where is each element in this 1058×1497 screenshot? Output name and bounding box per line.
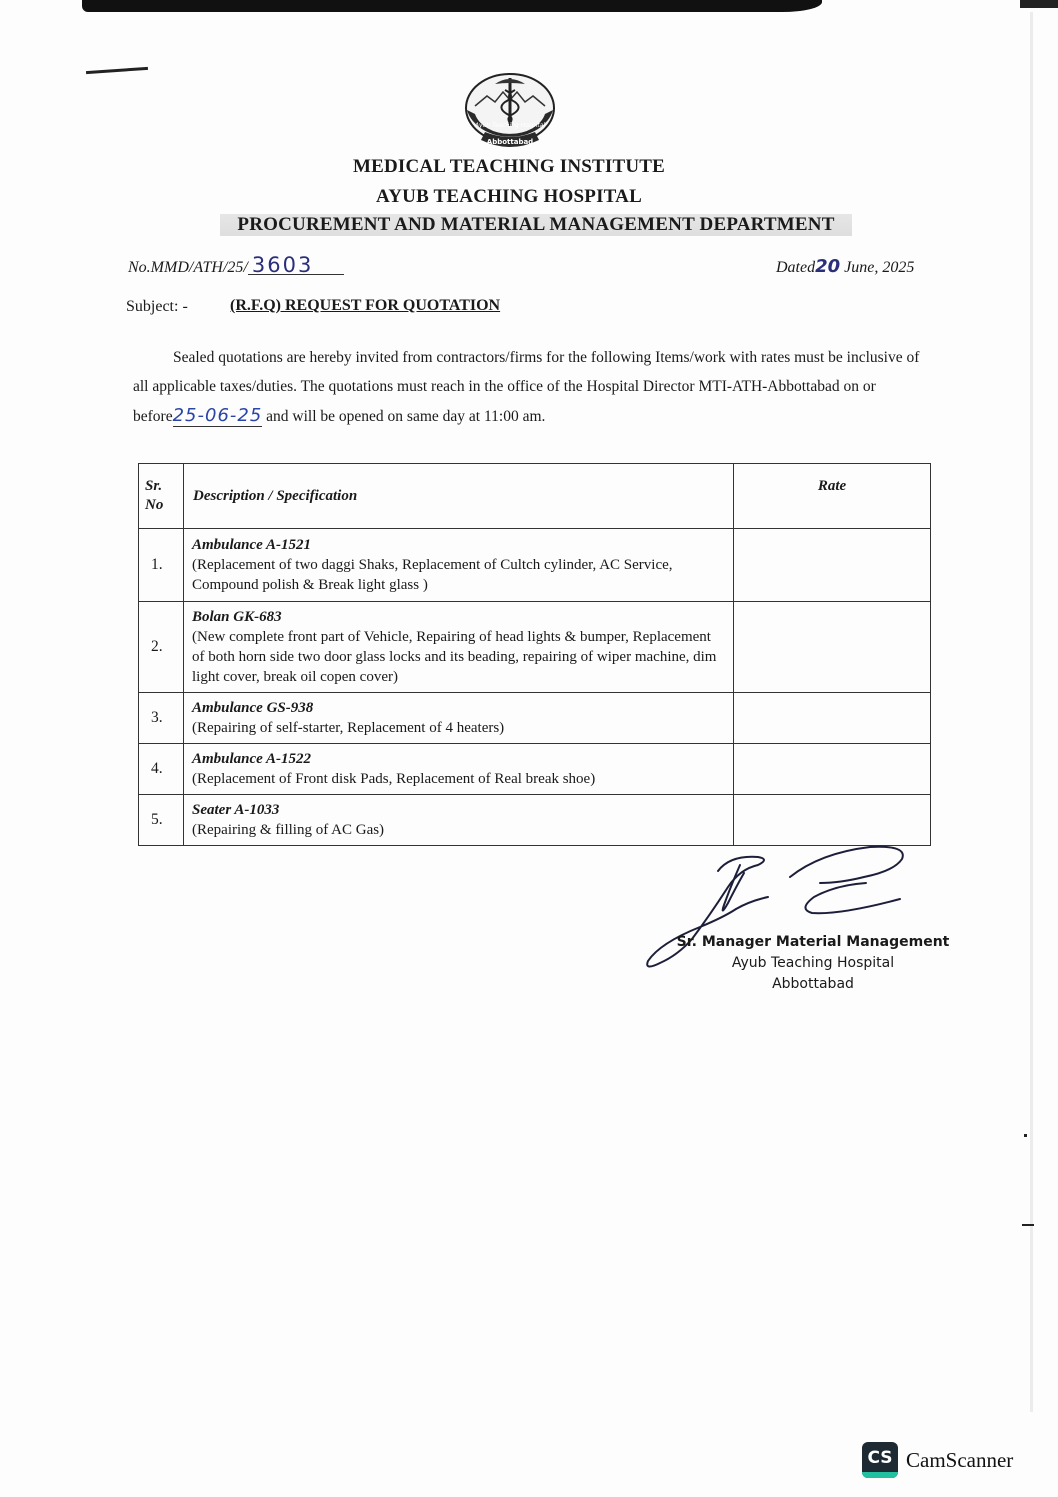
vehicle-name: Ambulance A-1522 bbox=[192, 751, 312, 767]
row-description bbox=[184, 602, 734, 693]
camscanner-name: CamScanner bbox=[906, 1447, 1014, 1472]
row-rate-cell bbox=[734, 693, 931, 744]
work-details: (Replacement of Front disk Pads, Replacement of Real break shoe) bbox=[192, 771, 596, 787]
vehicle-name: Ambulance GS-938 bbox=[192, 700, 314, 716]
scan-mark bbox=[86, 67, 148, 74]
invitation-paragraph bbox=[133, 343, 923, 431]
institute-title: MEDICAL TEACHING INSTITUTE bbox=[352, 156, 666, 177]
header-rate: Rate bbox=[734, 464, 931, 529]
paragraph-text: Sealed quotations are hereby invited from contractors/firms for the following Items/work with rates must be inclusive of all applicable taxes/duties. The quotations must reach in the office of the Hospital Director MTI-ATH-Abbottabad on or before bbox=[133, 349, 920, 425]
paragraph-text-end: and will be opened on same day at 11:00 am. bbox=[262, 408, 546, 425]
vehicle-name: Ambulance A-1521 bbox=[192, 537, 312, 553]
date-handwritten-day: 20 bbox=[815, 256, 841, 277]
row-sr-no: 1. bbox=[139, 529, 184, 602]
table-row bbox=[139, 795, 931, 846]
row-description bbox=[184, 744, 734, 795]
table-row bbox=[139, 693, 931, 744]
signatory-title: Sr. Manager Material Management bbox=[676, 934, 950, 950]
department-title: PROCUREMENT AND MATERIAL MANAGEMENT DEPARTMENT bbox=[220, 214, 852, 236]
row-rate-cell bbox=[734, 529, 931, 602]
scan-mark bbox=[1024, 1134, 1027, 1137]
logo-text-bottom: Abbottabad bbox=[486, 138, 534, 146]
work-details: (Repairing & filling of AC Gas) bbox=[192, 822, 385, 838]
row-rate-cell bbox=[734, 602, 931, 693]
camscanner-logo-icon bbox=[862, 1442, 898, 1478]
header-description: Description / Specification bbox=[184, 464, 734, 529]
document-date bbox=[776, 256, 914, 277]
camscanner-watermark bbox=[862, 1442, 1013, 1478]
scan-edge bbox=[1030, 12, 1033, 1412]
camscanner-badge-text: CS bbox=[867, 1448, 893, 1468]
deadline-handwritten-date: 25-06-25 bbox=[172, 405, 263, 426]
row-description bbox=[184, 529, 734, 602]
table-row bbox=[139, 529, 931, 602]
vehicle-name: Bolan GK-683 bbox=[192, 609, 282, 625]
subject-label: Subject: - bbox=[126, 298, 188, 315]
row-sr-no: 2. bbox=[139, 602, 184, 693]
row-description bbox=[184, 693, 734, 744]
table-row bbox=[139, 744, 931, 795]
work-details: (New complete front part of Vehicle, Repairing of head lights & bumper, Replacement of both horn side two door glass locks and its beading, repairing of wiper machine, dim light cover, break oil copen cover) bbox=[192, 629, 717, 685]
date-month-year: June, 2025 bbox=[840, 259, 915, 276]
signatory-city: Abbottabad bbox=[772, 976, 854, 992]
row-rate-cell bbox=[734, 795, 931, 846]
reference-prefix: No.MMD/ATH/25/ bbox=[128, 259, 248, 276]
row-sr-no: 4. bbox=[139, 744, 184, 795]
header-sr-no: Sr. No bbox=[139, 464, 184, 529]
row-sr-no: 3. bbox=[139, 693, 184, 744]
table-header-row bbox=[139, 464, 931, 529]
signatory-organization: Ayub Teaching Hospital bbox=[731, 955, 895, 971]
reference-number bbox=[128, 253, 344, 277]
work-details: (Replacement of two daggi Shaks, Replacement of Cultch cylinder, AC Service, Compound polish & Break light glass ) bbox=[192, 557, 673, 593]
table-row bbox=[139, 602, 931, 693]
hospital-title: AYUB TEACHING HOSPITAL bbox=[376, 186, 642, 207]
scan-shadow-corner bbox=[1020, 0, 1058, 8]
signatory-block bbox=[668, 932, 958, 995]
vehicle-name: Seater A-1033 bbox=[192, 802, 280, 818]
scan-mark bbox=[1022, 1224, 1034, 1226]
work-details: (Repairing of self-starter, Replacement of 4 heaters) bbox=[192, 720, 505, 736]
row-sr-no: 5. bbox=[139, 795, 184, 846]
hospital-logo bbox=[455, 70, 565, 152]
row-description bbox=[184, 795, 734, 846]
scan-shadow-band bbox=[82, 0, 822, 12]
row-rate-cell bbox=[734, 744, 931, 795]
date-label: Dated bbox=[776, 259, 816, 276]
subject-value: (R.F.Q) REQUEST FOR QUOTATION bbox=[230, 297, 501, 314]
logo-text-top: Ayub Teaching Hospital bbox=[474, 122, 546, 129]
quotation-table bbox=[138, 463, 931, 846]
reference-handwritten-number: 3603 bbox=[248, 256, 344, 275]
